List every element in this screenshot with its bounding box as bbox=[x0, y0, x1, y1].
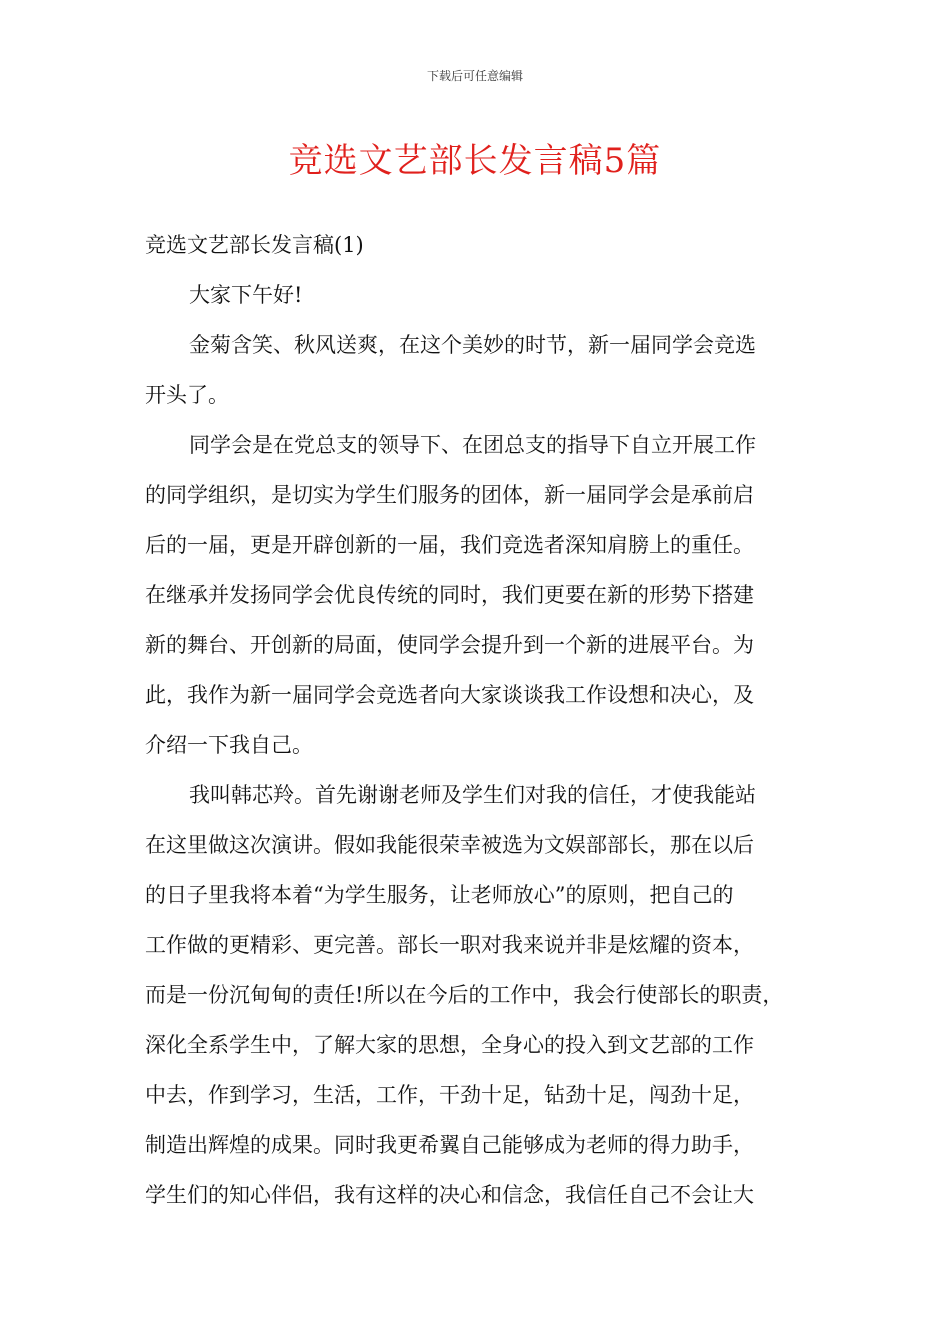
text-line: 竞选文艺部长发言稿(1) bbox=[145, 233, 364, 257]
text-line: 学生们的知心伴侣，我有这样的决心和信念，我信任自己不会让大 bbox=[145, 1183, 754, 1207]
text-line: 制造出辉煌的成果。同时我更希翼自己能够成为老师的得力助手， bbox=[145, 1133, 754, 1157]
text-line: 在这里做这次演讲。假如我能很荣幸被选为文娱部部长，那在以后 bbox=[145, 833, 754, 857]
document-body bbox=[145, 220, 825, 1220]
text-line: 中去，作到学习，生活，工作，干劲十足，钻劲十足，闯劲十足， bbox=[145, 1083, 754, 1107]
text-line: 介绍一下我自己。 bbox=[145, 733, 313, 757]
text-line: 后的一届，更是开辟创新的一届，我们竞选者深知肩膀上的重任。 bbox=[145, 533, 754, 557]
text-line: 新的舞台、开创新的局面，使同学会提升到一个新的进展平台。为 bbox=[145, 633, 754, 657]
text-line: 同学会是在党总支的领导下、在团总支的指导下自立开展工作 bbox=[189, 433, 756, 457]
text-line: 我叫韩芯羚。首先谢谢老师及学生们对我的信任，才使我能站 bbox=[189, 783, 756, 807]
text-line: 大家下午好! bbox=[189, 283, 303, 307]
text-line: 在继承并发扬同学会优良传统的同时，我们更要在新的形势下搭建 bbox=[145, 583, 754, 607]
text-line: 工作做的更精彩、更完善。部长一职对我来说并非是炫耀的资本， bbox=[145, 933, 754, 957]
text-line: 的日子里我将本着“为学生服务，让老师放心”的原则，把自己的 bbox=[145, 883, 734, 907]
header-note: 下载后可任意编辑 bbox=[426, 69, 523, 83]
text-line: 金菊含笑、秋风送爽，在这个美妙的时节，新一届同学会竞选 bbox=[189, 333, 756, 357]
text-line: 开头了。 bbox=[145, 383, 229, 407]
text-line: 的同学组织，是切实为学生们服务的团体，新一届同学会是承前启 bbox=[145, 483, 754, 507]
text-line: 此，我作为新一届同学会竞选者向大家谈谈我工作设想和决心，及 bbox=[145, 683, 754, 707]
text-line: 深化全系学生中，了解大家的思想，全身心的投入到文艺部的工作 bbox=[145, 1033, 754, 1057]
document-title: 竞选文艺部长发言稿5篇 bbox=[288, 141, 662, 181]
text-line: 而是一份沉甸甸的责任!所以在今后的工作中，我会行使部长的职责， bbox=[145, 983, 784, 1007]
